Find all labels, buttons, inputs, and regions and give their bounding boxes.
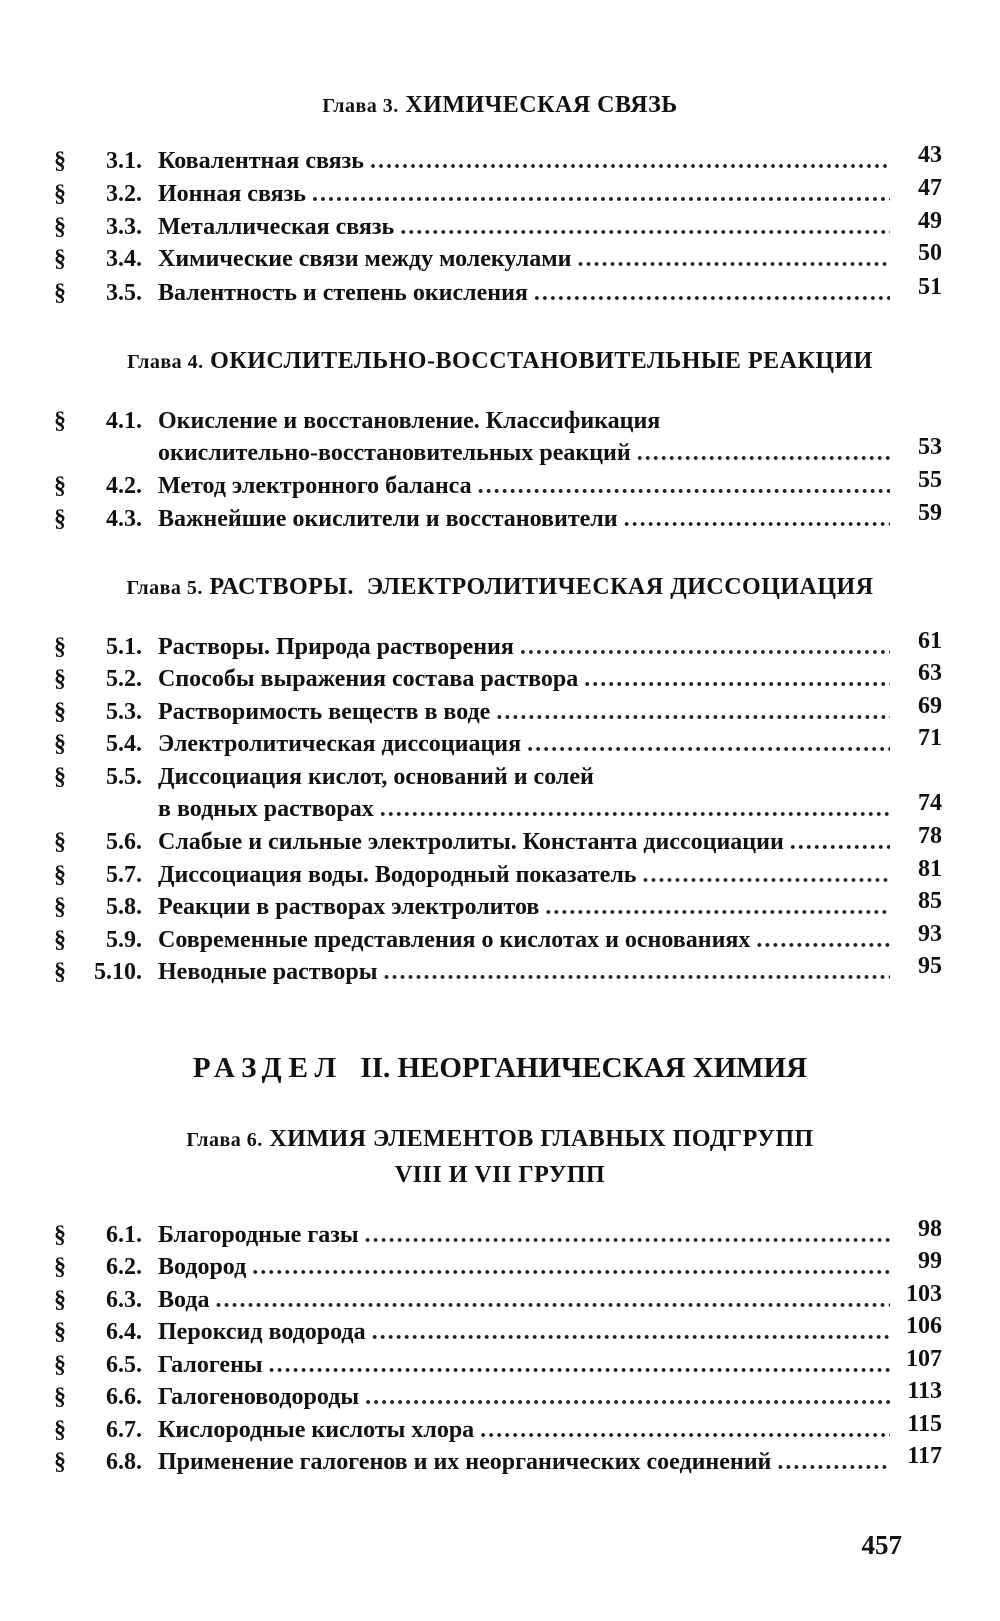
entry-number: 3.2. (106, 181, 142, 207)
section-title: II. НЕОРГАНИЧЕСКАЯ ХИМИЯ (360, 1052, 808, 1084)
toc-entry-6-1[interactable] (0, 1216, 1000, 1256)
chapter-6-title-line2: VIII И VII ГРУПП (394, 1162, 606, 1188)
entry-title: Вода (158, 1287, 210, 1313)
entry-number: 3.1. (106, 148, 142, 174)
toc-entry-3-3[interactable] (0, 208, 1000, 248)
entry-title: Валентность и степень окисления (158, 280, 528, 306)
dot-leader (496, 699, 890, 726)
dot-leader (624, 506, 890, 533)
toc-entry-5-2[interactable] (0, 660, 1000, 700)
dot-leader (643, 862, 891, 889)
page-number: 457 (861, 1530, 902, 1560)
toc-entry-5-3[interactable] (0, 693, 1000, 733)
dot-leader (365, 1384, 890, 1411)
toc-entry-5-6[interactable] (0, 823, 1000, 863)
dot-leader (478, 473, 890, 500)
section-sign: § (54, 408, 66, 434)
entry-page: 106 (906, 1313, 942, 1339)
entry-page: 43 (918, 142, 942, 168)
dot-leader (370, 148, 890, 175)
entry-number: 3.3. (106, 214, 142, 240)
entry-page: 113 (907, 1378, 942, 1404)
entry-title: Ковалентная связь (158, 148, 364, 174)
toc-entry-5-5-line2[interactable] (0, 790, 1000, 830)
section-sign: § (54, 634, 66, 660)
section-sign: § (54, 1319, 66, 1345)
section-sign: § (54, 731, 66, 757)
entry-title: Важнейшие окислители и восстановители (158, 506, 618, 532)
entry-page: 55 (918, 467, 942, 493)
section-sign: § (54, 1352, 66, 1378)
entry-number: 3.5. (106, 280, 142, 306)
entry-page: 115 (907, 1411, 942, 1437)
dot-leader (790, 829, 890, 856)
chapter-6-heading-line2 (0, 1162, 1000, 1189)
entry-page: 78 (918, 823, 942, 849)
entry-title-line1: Окисление и восстановление. Классификация (158, 408, 661, 434)
dot-leader (777, 1449, 890, 1476)
dot-leader (534, 280, 890, 307)
section-sign: § (54, 181, 66, 207)
chapter-3-label: Глава 3. (322, 95, 399, 117)
entry-page: 98 (918, 1216, 942, 1242)
dot-leader (215, 1287, 890, 1314)
dot-leader (269, 1352, 890, 1379)
toc-entry-3-2[interactable] (0, 175, 1000, 215)
dot-leader (577, 246, 890, 273)
entry-number: 5.7. (106, 862, 142, 888)
entry-title: Пероксид водорода (158, 1319, 366, 1345)
entry-title: Диссоциация воды. Водородный показатель (158, 862, 637, 888)
dot-leader (527, 731, 890, 758)
toc-entry-6-7[interactable] (0, 1411, 1000, 1451)
entry-page: 93 (918, 921, 942, 947)
entry-number: 5.2. (106, 666, 142, 692)
section-sign: § (54, 829, 66, 855)
dot-leader (383, 959, 890, 986)
section-sign: § (54, 1417, 66, 1443)
entry-page: 53 (918, 434, 942, 460)
entry-number: 5.5. (106, 764, 142, 790)
entry-page: 74 (918, 790, 942, 816)
entry-number: 5.10. (94, 959, 142, 985)
section-sign: § (54, 764, 66, 790)
entry-title: Химические связи между молекулами (158, 246, 572, 272)
dot-leader (637, 440, 890, 467)
entry-title: Благородные газы (158, 1222, 359, 1248)
dot-leader (312, 181, 890, 208)
toc-entry-3-1[interactable] (0, 142, 1000, 182)
toc-entry-5-9[interactable] (0, 921, 1000, 961)
section-sign: § (54, 959, 66, 985)
entry-number: 3.4. (106, 246, 142, 272)
chapter-4-title: ОКИСЛИТЕЛЬНО-ВОССТАНОВИТЕЛЬНЫЕ РЕАКЦИИ (210, 348, 873, 374)
dot-leader (400, 214, 890, 241)
entry-title: Галогены (158, 1352, 263, 1378)
entry-page: 81 (918, 856, 942, 882)
entry-number: 5.9. (106, 927, 142, 953)
toc-entry-6-3[interactable] (0, 1281, 1000, 1321)
chapter-4-label: Глава 4. (127, 351, 204, 373)
toc-entry-6-6[interactable] (0, 1378, 1000, 1418)
entry-number: 6.8. (106, 1449, 142, 1475)
section-sign: § (54, 1449, 66, 1475)
section-sign: § (54, 1384, 66, 1410)
section-sign: § (54, 280, 66, 306)
toc-entry-6-4[interactable] (0, 1313, 1000, 1353)
chapter-3-heading (0, 92, 1000, 119)
entry-number: 5.1. (106, 634, 142, 660)
entry-number: 6.6. (106, 1384, 142, 1410)
toc-entry-5-4[interactable] (0, 725, 1000, 765)
entry-page: 85 (918, 888, 942, 914)
toc-entry-4-1-line2[interactable] (0, 434, 1000, 474)
entry-title: Кислородные кислоты хлора (158, 1417, 475, 1443)
section-sign: § (54, 862, 66, 888)
entry-title: окислительно-восстановительных реакций (158, 440, 631, 466)
chapter-6-label: Глава 6. (186, 1129, 263, 1151)
entry-title: Метод электронного баланса (158, 473, 472, 499)
entry-title: Растворы. Природа растворения (158, 634, 514, 660)
section-sign: § (54, 1287, 66, 1313)
entry-page: 51 (918, 274, 942, 300)
entry-number: 4.1. (106, 408, 142, 434)
chapter-5-title: РАСТВОРЫ. ЭЛЕКТРОЛИТИЧЕСКАЯ ДИССОЦИАЦИЯ (209, 574, 874, 600)
entry-number: 5.4. (106, 731, 142, 757)
entry-title-line1: Диссоциация кислот, оснований и солей (158, 764, 594, 790)
entry-number: 4.2. (106, 473, 142, 499)
chapter-5-label: Глава 5. (126, 577, 203, 599)
section-sign: § (54, 506, 66, 532)
toc-entry-6-8[interactable] (0, 1443, 1000, 1483)
entry-title: Водород (158, 1254, 247, 1280)
section-sign: § (54, 1222, 66, 1248)
toc-entry-3-5[interactable] (0, 274, 1000, 314)
section-sign: § (54, 699, 66, 725)
entry-title: Металлическая связь (158, 214, 395, 240)
entry-number: 6.5. (106, 1352, 142, 1378)
entry-page: 71 (918, 725, 942, 751)
dot-leader (372, 1319, 890, 1346)
toc-entry-4-2[interactable] (0, 467, 1000, 507)
entry-number: 5.8. (106, 894, 142, 920)
section-sign: § (54, 148, 66, 174)
entry-number: 6.3. (106, 1287, 142, 1313)
entry-title: в водных растворах (158, 796, 374, 822)
chapter-5-heading (0, 574, 1000, 601)
section-sign: § (54, 1254, 66, 1280)
dot-leader (252, 1254, 890, 1281)
entry-page: 47 (918, 175, 942, 201)
entry-page: 107 (906, 1346, 942, 1372)
toc-entry-4-3[interactable] (0, 500, 1000, 540)
entry-page: 49 (918, 208, 942, 234)
toc-entry-6-5[interactable] (0, 1346, 1000, 1386)
entry-title: Неводные растворы (158, 959, 378, 985)
entry-title: Растворимость веществ в воде (158, 699, 491, 725)
dot-leader (365, 1222, 890, 1249)
section-sign: § (54, 927, 66, 953)
section-sign: § (54, 894, 66, 920)
entry-number: 6.1. (106, 1222, 142, 1248)
dot-leader (480, 1417, 890, 1444)
entry-title: Слабые и сильные электролиты. Константа диссоциации (158, 829, 784, 855)
dot-leader (545, 894, 890, 921)
entry-title: Способы выражения состава раствора (158, 666, 579, 692)
entry-title: Применение галогенов и их неорганических соединений (158, 1449, 772, 1475)
toc-entry-4-1-line1[interactable] (0, 408, 1000, 442)
entry-page: 63 (918, 660, 942, 686)
toc-entry-5-7[interactable] (0, 856, 1000, 896)
dot-leader (520, 634, 890, 661)
entry-number: 6.7. (106, 1417, 142, 1443)
toc-entry-6-2[interactable] (0, 1248, 1000, 1288)
entry-title: Реакции в растворах электролитов (158, 894, 540, 920)
entry-page: 99 (918, 1248, 942, 1274)
dot-leader (380, 796, 890, 823)
entry-number: 6.4. (106, 1319, 142, 1345)
dot-leader (584, 666, 890, 693)
entry-number: 4.3. (106, 506, 142, 532)
entry-number: 6.2. (106, 1254, 142, 1280)
toc-entry-5-8[interactable] (0, 888, 1000, 928)
dot-leader (756, 927, 890, 954)
entry-page: 59 (918, 500, 942, 526)
entry-number: 5.6. (106, 829, 142, 855)
toc-entry-3-4[interactable] (0, 240, 1000, 280)
toc-entry-5-1[interactable] (0, 628, 1000, 668)
entry-page: 103 (906, 1281, 942, 1307)
chapter-3-title: ХИМИЧЕСКАЯ СВЯЗЬ (405, 92, 678, 118)
chapter-6-title: ХИМИЯ ЭЛЕМЕНТОВ ГЛАВНЫХ ПОДГРУПП (269, 1126, 814, 1152)
entry-page: 61 (918, 628, 942, 654)
chapter-6-heading (0, 1126, 1000, 1153)
entry-page: 50 (918, 240, 942, 266)
chapter-4-heading (0, 348, 1000, 375)
entry-page: 117 (907, 1443, 942, 1469)
entry-number: 5.3. (106, 699, 142, 725)
section-2-heading (0, 1052, 1000, 1085)
entry-title: Галогеноводороды (158, 1384, 360, 1410)
toc-entry-5-10[interactable] (0, 953, 1000, 993)
entry-title: Ионная связь (158, 181, 306, 207)
section-label: РАЗДЕЛ (192, 1052, 344, 1084)
entry-page: 95 (918, 953, 942, 979)
section-sign: § (54, 214, 66, 240)
section-sign: § (54, 666, 66, 692)
entry-title: Электролитическая диссоциация (158, 731, 522, 757)
entry-title: Современные представления о кислотах и основаниях (158, 927, 751, 953)
section-sign: § (54, 246, 66, 272)
entry-page: 69 (918, 693, 942, 719)
toc-entry-5-5-line1[interactable] (0, 764, 1000, 798)
section-sign: § (54, 473, 66, 499)
